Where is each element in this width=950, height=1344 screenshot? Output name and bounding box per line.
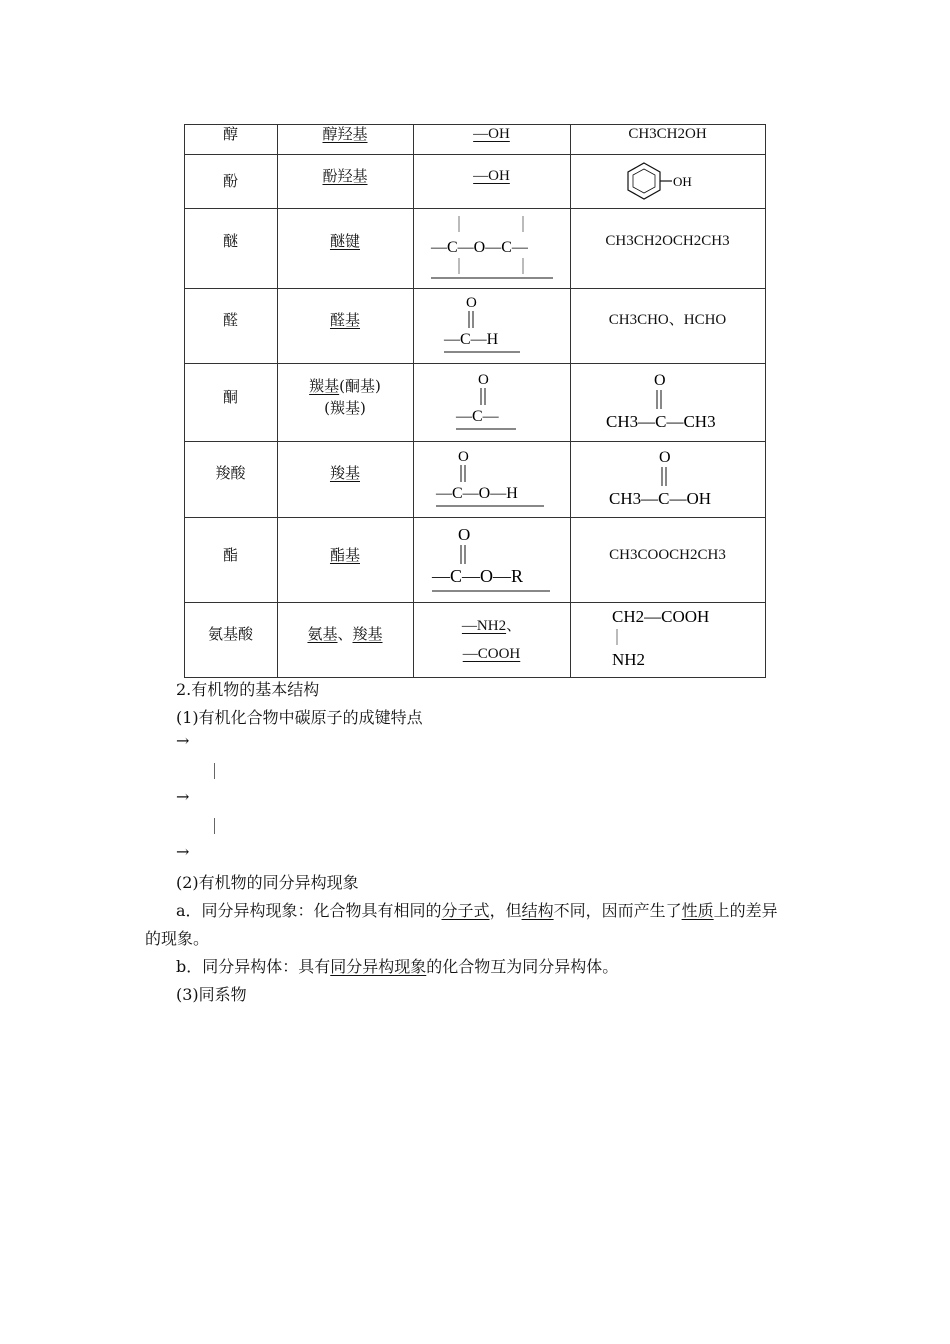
- text-span: 不同，因而产生了: [553, 901, 682, 920]
- acetone-structure: [598, 369, 738, 437]
- amino-formula: —NH2: [461, 617, 507, 634]
- group-separator: 、: [337, 624, 353, 643]
- benzene-inner-ring: [633, 169, 655, 193]
- oxygen-label: O: [457, 525, 470, 544]
- underlined-term: 结构: [521, 901, 554, 920]
- example-cell: [570, 364, 765, 441]
- example-cell: CH3CH2OCH2CH3: [605, 232, 730, 249]
- group-formula-cell: [413, 518, 570, 602]
- ether-formula-text: —C—O—C—: [430, 238, 528, 256]
- category-cell: 酮: [222, 387, 238, 406]
- aldehyde-formula-text: —C—H: [443, 331, 498, 348]
- glycine-nh2-label: NH2: [612, 650, 646, 669]
- category-cell: 氨基酸: [207, 624, 253, 643]
- paragraph-a-continued: 的现象。: [145, 929, 210, 948]
- ketone-group-structure: [452, 369, 532, 437]
- category-cell: 羧酸: [215, 463, 246, 482]
- text-span: b．同分异构体：具有: [176, 957, 331, 976]
- glycine-structure: [570, 605, 720, 675]
- example-cell: CH3CHO、HCHO: [608, 311, 727, 328]
- group-cell: 醇羟基: [322, 124, 368, 143]
- category-cell: 酯: [222, 545, 238, 564]
- phenol-structure: [608, 157, 728, 207]
- subsection-title: (3)同系物: [176, 985, 247, 1004]
- section-title: 2.有机物的基本结构: [176, 680, 320, 699]
- group-formula-cell: —OH: [473, 167, 510, 184]
- subsection-title: (2)有机物的同分异构现象: [176, 873, 359, 892]
- arrow-right-icon: →: [176, 842, 190, 861]
- oxygen-label: O: [477, 371, 489, 388]
- category-cell: 醚: [222, 231, 238, 250]
- category-cell: 酚: [222, 172, 238, 191]
- category-cell: 醛: [222, 310, 238, 329]
- group-cell: 醛基: [329, 310, 360, 329]
- ether-structure: [427, 214, 557, 284]
- formula-separator: 、: [506, 617, 522, 634]
- carboxyl-formula: —COOH: [462, 646, 521, 662]
- oxygen-label: O: [653, 371, 666, 389]
- vertical-connector: [214, 818, 215, 834]
- acetone-formula-text: CH3—C—CH3: [605, 411, 716, 431]
- subsection-title: (1)有机化合物中碳原子的成键特点: [176, 708, 423, 727]
- glycine-formula-text: CH2—COOH: [612, 607, 710, 626]
- example-cell: [570, 155, 765, 208]
- oxygen-label: O: [457, 448, 469, 465]
- group-name: 氨基: [307, 624, 338, 643]
- vertical-connector: [214, 763, 215, 779]
- group-cell: [277, 364, 413, 430]
- table-border-right: [765, 124, 766, 678]
- oxygen-label: O: [658, 448, 671, 466]
- category-cell: 醇: [222, 124, 238, 143]
- underlined-term: 性质: [681, 901, 714, 920]
- ketone-formula-text: —C—: [455, 407, 499, 425]
- carboxyl-structure: [432, 446, 552, 514]
- group-cell: 酚羟基: [322, 166, 368, 185]
- group-formula-cell: [413, 289, 570, 363]
- group-name-2: 羧基: [352, 624, 383, 643]
- oxygen-label: O: [465, 295, 477, 311]
- group-line2: (羰基): [324, 399, 366, 417]
- ester-formula-text: —C—O—R: [431, 566, 523, 586]
- example-cell: [570, 442, 765, 517]
- example-cell: CH3CH2OH: [628, 125, 707, 142]
- phenol-oh-label: OH: [672, 173, 692, 189]
- acetic-acid-structure: [603, 446, 733, 514]
- group-formula-cell: [413, 209, 570, 288]
- group-formula-cell: [413, 364, 570, 441]
- functional-group-table: [184, 124, 766, 678]
- group-cell: 酯基: [329, 545, 360, 564]
- group-cell: 醚键: [329, 231, 360, 250]
- group-formula-cell: [413, 603, 570, 677]
- group-formula-line1: [462, 612, 521, 641]
- group-cell: 羧基: [329, 463, 360, 482]
- group-line1: [309, 375, 381, 398]
- group-extra: (酮基): [339, 376, 381, 395]
- example-cell: [570, 603, 765, 677]
- paragraph-a: [176, 898, 778, 924]
- text-span: a．同分异构现象：化合物具有相同的: [176, 901, 442, 920]
- paragraph-b: [176, 954, 618, 980]
- text-span: 的化合物互为同分异构体。: [426, 957, 619, 976]
- underlined-term: 同分异构现象: [330, 957, 427, 976]
- aldehyde-structure: [442, 292, 542, 360]
- group-formula-cell: [413, 442, 570, 517]
- group-cell: [277, 603, 413, 665]
- group-name: 羰基: [309, 376, 340, 395]
- arrow-right-icon: →: [176, 731, 190, 750]
- carboxyl-formula-text: —C—O—H: [435, 484, 518, 502]
- example-cell: CH3COOCH2CH3: [609, 546, 726, 563]
- arrow-right-icon: →: [176, 787, 190, 806]
- text-span: 上的差异: [713, 901, 778, 920]
- acetic-acid-formula-text: CH3—C—OH: [608, 488, 711, 508]
- underlined-term: 分子式: [441, 901, 490, 920]
- text-span: ，但: [489, 901, 522, 920]
- ester-structure: [430, 522, 554, 598]
- group-formula-cell: —OH: [473, 125, 510, 142]
